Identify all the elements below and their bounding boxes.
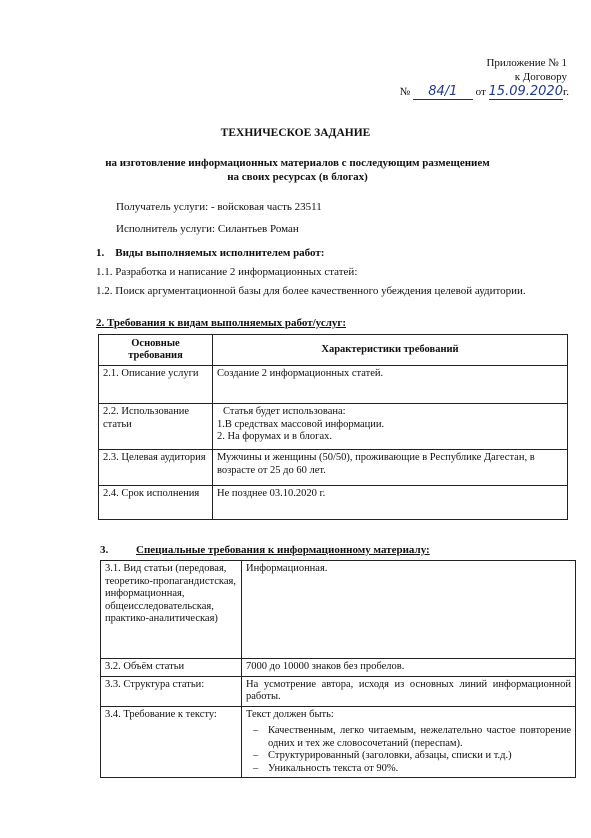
table-row — [99, 486, 568, 520]
section2-heading: 2. Требования к видам выполняемых работ/услуг: — [96, 317, 347, 329]
section3-heading: Специальные требования к информационному материалу: — [136, 544, 430, 556]
recipient: Получатель услуги: - войсковая часть 23511 — [116, 201, 322, 213]
requirement-intro: Текст должен быть: — [246, 708, 334, 720]
column-header: Основные требования — [99, 335, 213, 366]
section3-heading-line — [100, 544, 430, 556]
requirement-value — [242, 706, 576, 778]
requirement-name: 3.4. Требование к тексту: — [101, 706, 242, 778]
column-header: Характеристики требований — [213, 335, 568, 366]
requirement-line: 1.В средствах массовой информации. — [217, 418, 385, 430]
requirement-name: 3.2. Объём статьи — [101, 659, 242, 677]
requirement-name: 3.1. Вид статьи (передовая, теоретико-пропагандистская, информационная, общеисследовательская, практико-аналитическая) — [101, 561, 242, 659]
appendix-label: Приложение № 1 — [486, 57, 567, 69]
list-item: – Качественным, легко читаемым, нежелательно частое повторение одних и тех же словосочетаний (переспам). — [268, 725, 571, 750]
appendix-block — [486, 56, 567, 84]
requirement-value: Создание 2 информационных статей. — [213, 366, 568, 404]
requirement-name: 2.2. Использование статьи — [99, 404, 213, 450]
requirement-value: Мужчины и женщины (50/50), проживающие в Республике Дагестан, в возрасте от 25 до 60 лет. — [213, 450, 568, 486]
date-suffix: г. — [562, 86, 569, 98]
requirement-name: 3.3. Структура статьи: — [101, 676, 242, 706]
section1-item: 1.1. Разработка и написание 2 информационных статей: — [96, 266, 358, 278]
requirement-line: 2. На форумах и в блогах. — [217, 431, 332, 442]
contract-number: 84/1 — [413, 84, 473, 100]
section1-item: 1.2. Поиск аргументационной базы для более качественного убеждения целевой аудитории. — [96, 285, 526, 297]
contract-date: 15.09.2020 — [488, 84, 563, 99]
contract-label: к Договору — [514, 71, 567, 83]
table-row — [99, 404, 568, 450]
table-row — [101, 561, 576, 659]
section3-number: 3. — [100, 544, 109, 556]
table-header-row — [99, 335, 568, 366]
requirement-line: Статья будет использована: — [223, 406, 346, 417]
requirement-value: 7000 до 10000 знаков без пробелов. — [242, 659, 576, 677]
list-item: – Уникальность текста от 90%. — [268, 763, 571, 776]
requirement-name: 2.4. Срок исполнения — [99, 486, 213, 520]
requirement-value — [213, 404, 568, 450]
date-prefix: от — [475, 86, 486, 98]
requirements-table — [98, 334, 568, 520]
contract-number-line — [400, 84, 569, 100]
requirement-list — [246, 725, 571, 775]
document-subtitle: на изготовление информационных материалов с последующим размещением на своих ресурсах (в блогах) — [105, 157, 490, 183]
requirement-value: На усмотрение автора, исходя из основных линий информационной работы. — [242, 676, 576, 706]
special-requirements-table — [100, 560, 576, 778]
requirement-name: 2.1. Описание услуги — [99, 366, 213, 404]
number-prefix: № — [399, 86, 411, 98]
requirement-value: Информационная. — [242, 561, 576, 659]
table-row — [101, 706, 576, 778]
table-row — [101, 676, 576, 706]
table-row — [101, 659, 576, 677]
requirement-name: 2.3. Целевая аудитория — [99, 450, 213, 486]
executor: Исполнитель услуги: Силантьев Роман — [116, 223, 299, 235]
list-item: – Структурированный (заголовки, абзацы, списки и т.д.) — [268, 750, 571, 763]
section1-heading: 1. Виды выполняемых исполнителем работ: — [96, 247, 325, 259]
table-row — [99, 366, 568, 404]
document-title: ТЕХНИЧЕСКОЕ ЗАДАНИЕ — [220, 127, 371, 139]
requirement-value: Не позднее 03.10.2020 г. — [213, 486, 568, 520]
table-row — [99, 450, 568, 486]
